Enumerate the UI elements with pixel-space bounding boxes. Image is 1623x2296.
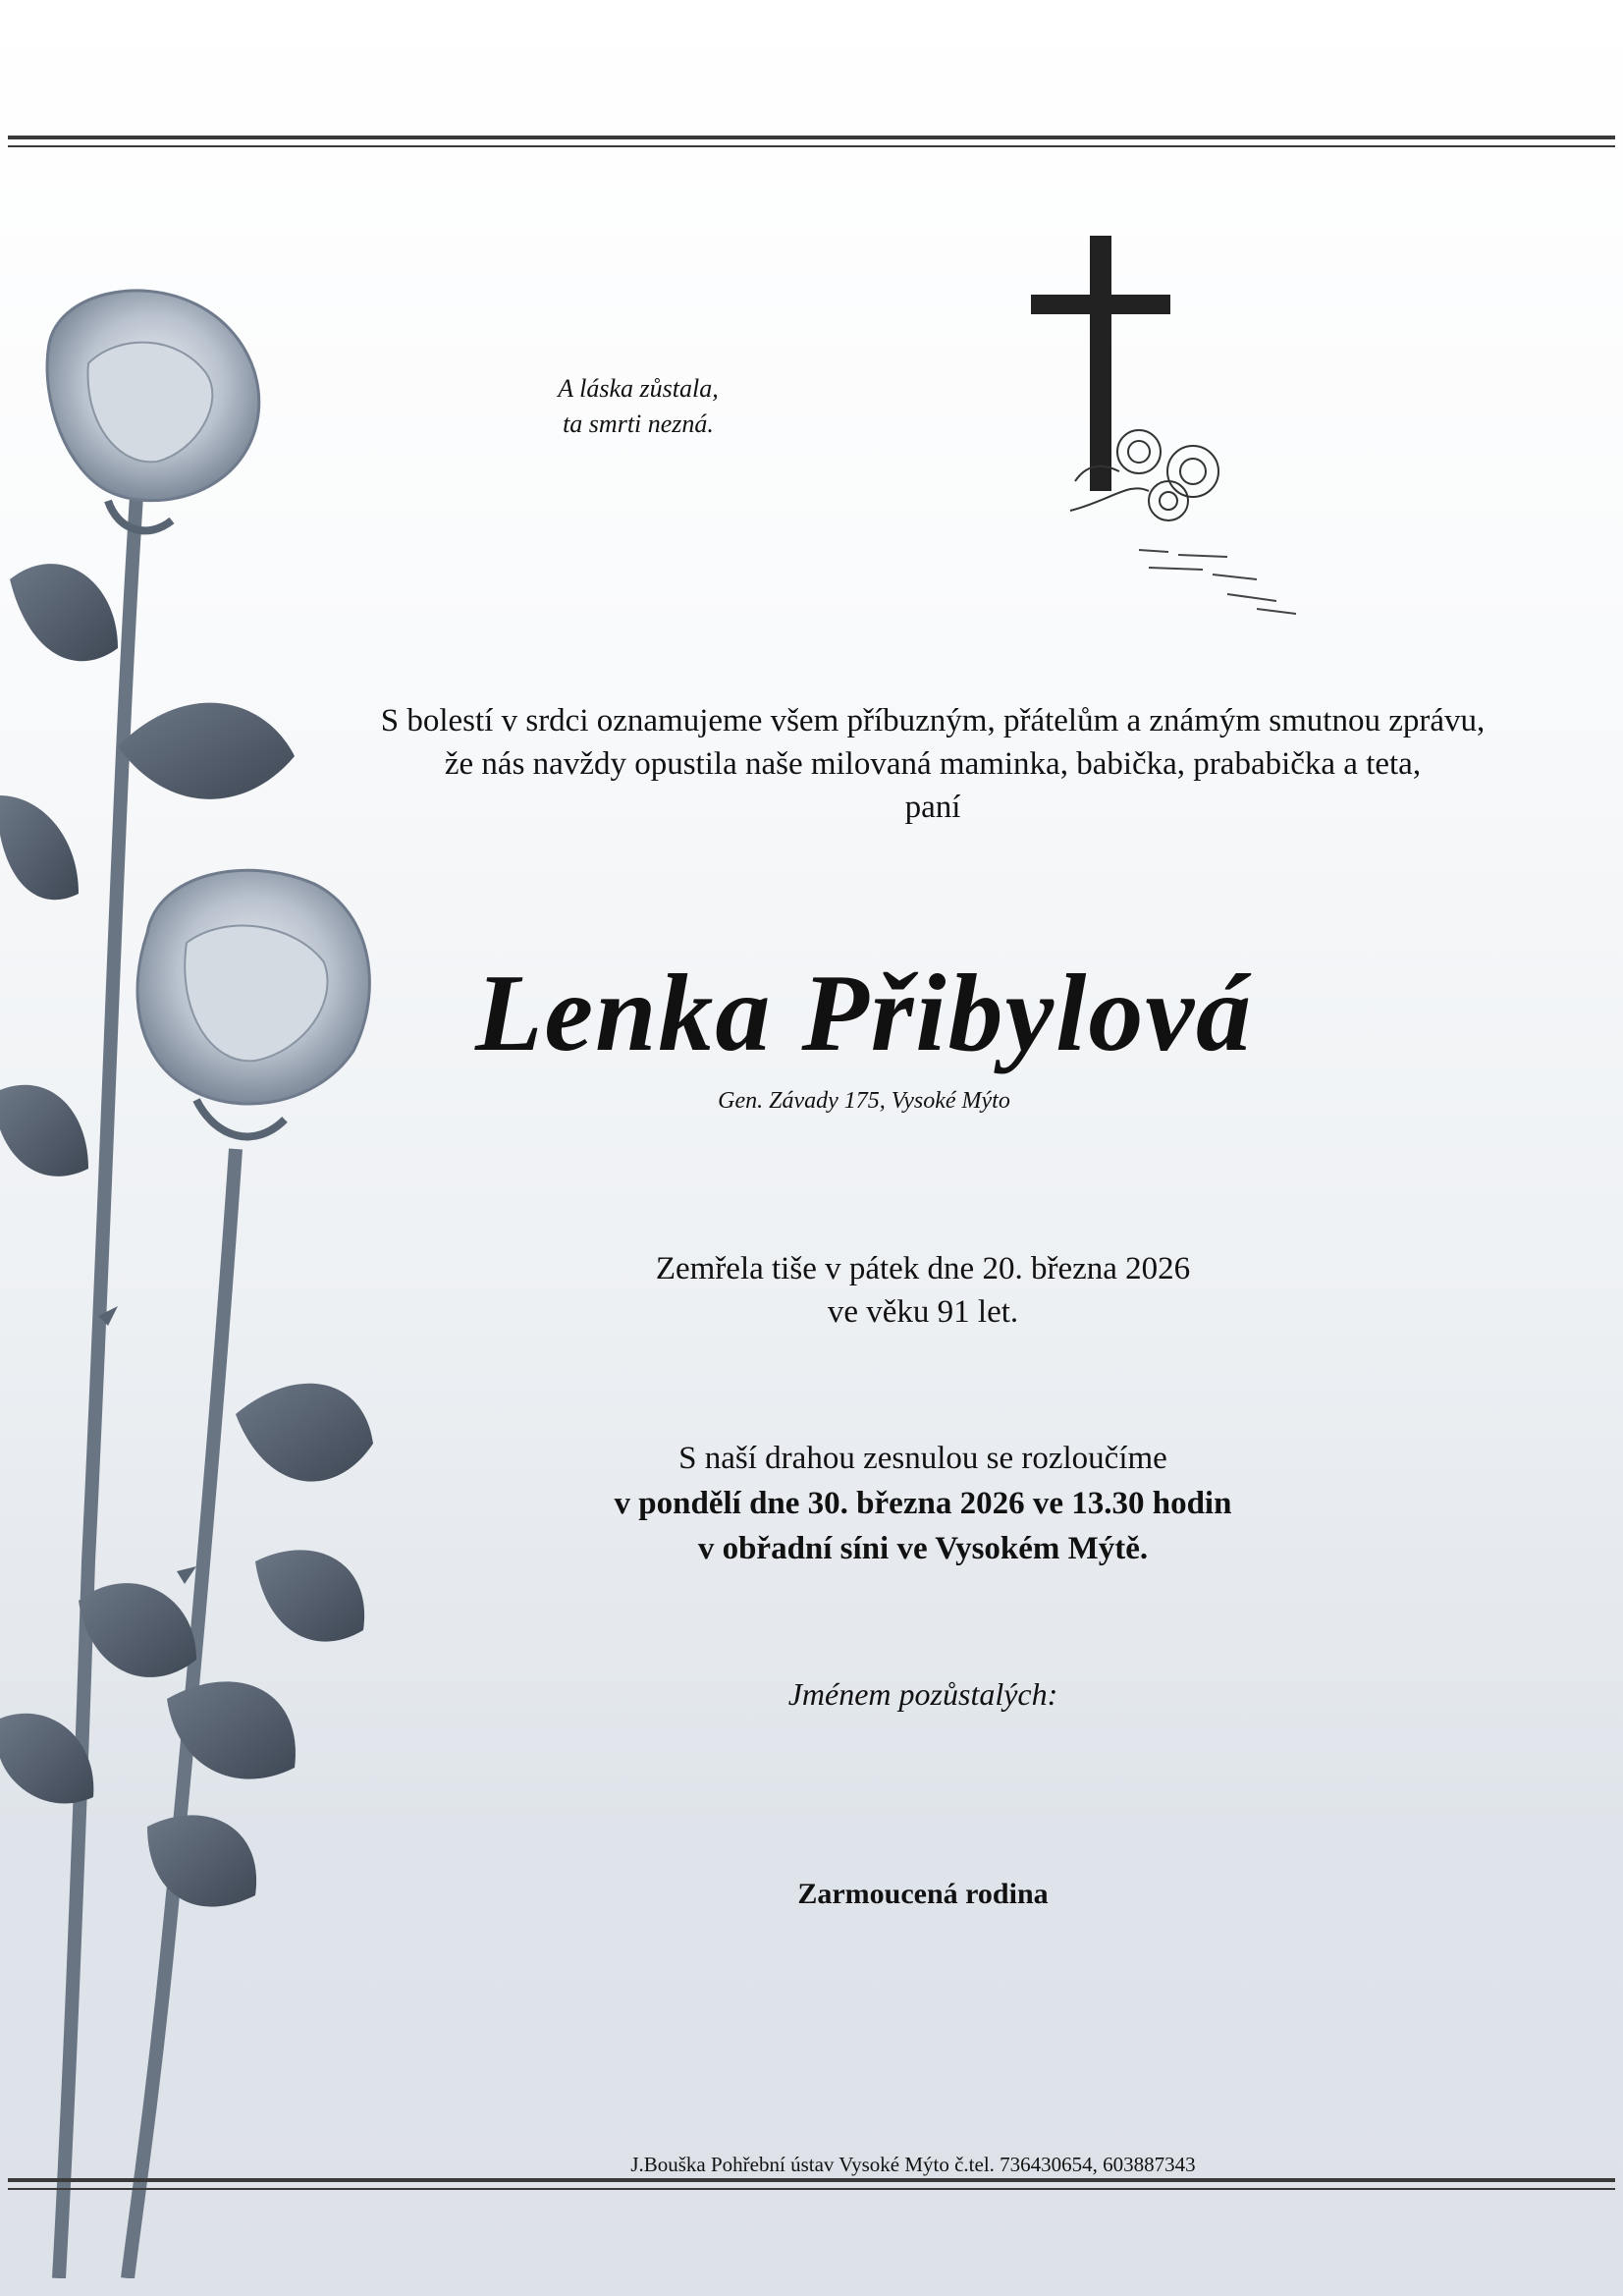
deceased-name: Lenka Přibylová [474,953,1254,1074]
quote [461,371,815,442]
death-line-2: ve věku 91 let. [827,1294,1019,1330]
top-rule-thick [8,136,1615,139]
farewell-line-1: S naší drahou zesnulou se rozloučíme [678,1441,1167,1476]
farewell-line-3: v obřadní síni ve Vysokém Mýtě. [697,1531,1149,1566]
top-rule-thin [8,145,1615,147]
deceased-address: Gen. Závady 175, Vysoké Mýto [718,1088,1010,1114]
cross-icon [1031,236,1355,619]
announcement [295,699,1571,829]
family-signature: Zarmoucená rodina [797,1878,1049,1910]
death-line-1: Zemřela tiše v pátek dne 20. března 2026 [655,1251,1191,1286]
announcement-line-2: že nás navždy opustila naše milovaná maminka, babička, prababička a teta, [444,746,1422,782]
quote-line-1: A láska zůstala, [558,374,719,403]
farewell-line-2: v pondělí dne 30. března 2026 ve 13.30 hodin [614,1486,1232,1521]
bottom-rule-thick [8,2178,1615,2182]
rose-icon [0,285,432,2278]
quote-line-2: ta smrti nezná. [563,410,714,438]
announcement-line-1: S bolestí v srdci oznamujeme všem příbuzným, přátelům a známým smutnou zprávu, [380,703,1486,738]
farewell-info [442,1436,1404,1571]
announcement-line-3: paní [904,790,961,825]
death-info [491,1247,1355,1334]
on-behalf-label: Jménem pozůstalých: [787,1676,1058,1712]
funeral-home-footer: J.Bouška Pohřební ústav Vysoké Mýto č.tel. 736430654, 603887343 [630,2153,1196,2176]
bottom-rule-thin [8,2188,1615,2190]
